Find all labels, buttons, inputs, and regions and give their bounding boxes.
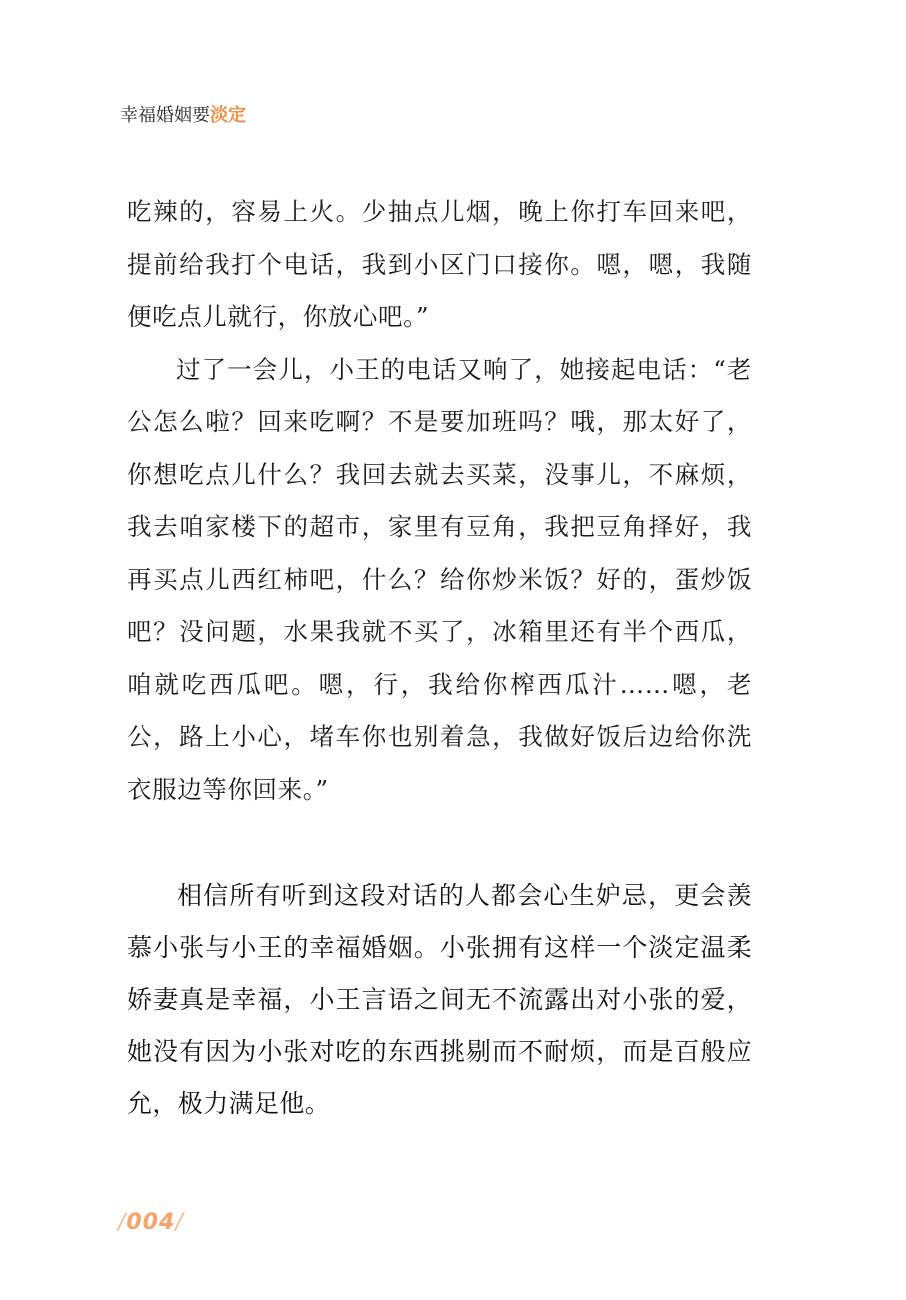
page-number-slash-right: /: [175, 1210, 184, 1235]
book-title-accent: 淡定: [210, 105, 246, 126]
running-header: [120, 104, 246, 128]
book-title: 幸福婚姻要: [120, 105, 210, 126]
page-number-slash-left: /: [118, 1210, 127, 1235]
paragraph-commentary: 相信所有听到这段对话的人都会心生妒忌，更会羡慕小张与小王的幸福婚姻。小张拥有这样一个淡定温柔娇妻真是幸福，小王言语之间无不流露出对小张的爱，她没有因为小张对吃的东西挑剔而不耐烦，而是百般应允，极力满足他。: [127, 881, 752, 1118]
paragraph-dialogue-continued: 吃辣的，容易上火。少抽点儿烟，晚上你打车回来吧，提前给我打个电话，我到小区门口接你。嗯，嗯，我随便吃点儿就行，你放心吧。”: [127, 197, 752, 331]
body-text-part2: [127, 870, 752, 1130]
page-number-value: 004: [126, 1210, 176, 1235]
paragraph-second-call: 过了一会儿，小王的电话又响了，她接起电话：“老公怎么啦？回来吃啊？不是要加班吗？哦，那太好了，你想吃点儿什么？我回去就去买菜，没事儿，不麻烦，我去咱家楼下的超市，家里有豆角，我把豆角择好，我再买点儿西红柿吧，什么？给你炒米饭？好的，蛋炒饭吧？没问题，水果我就不买了，冰箱里还有半个西瓜，咱就吃西瓜吧。嗯，行，我给你榨西瓜汁……嗯，老公，路上小心，堵车你也别着急，我做好饭后边给你洗衣服边等你回来。”: [127, 354, 752, 804]
body-text-part1: [127, 186, 752, 816]
page-number: [118, 1210, 184, 1235]
